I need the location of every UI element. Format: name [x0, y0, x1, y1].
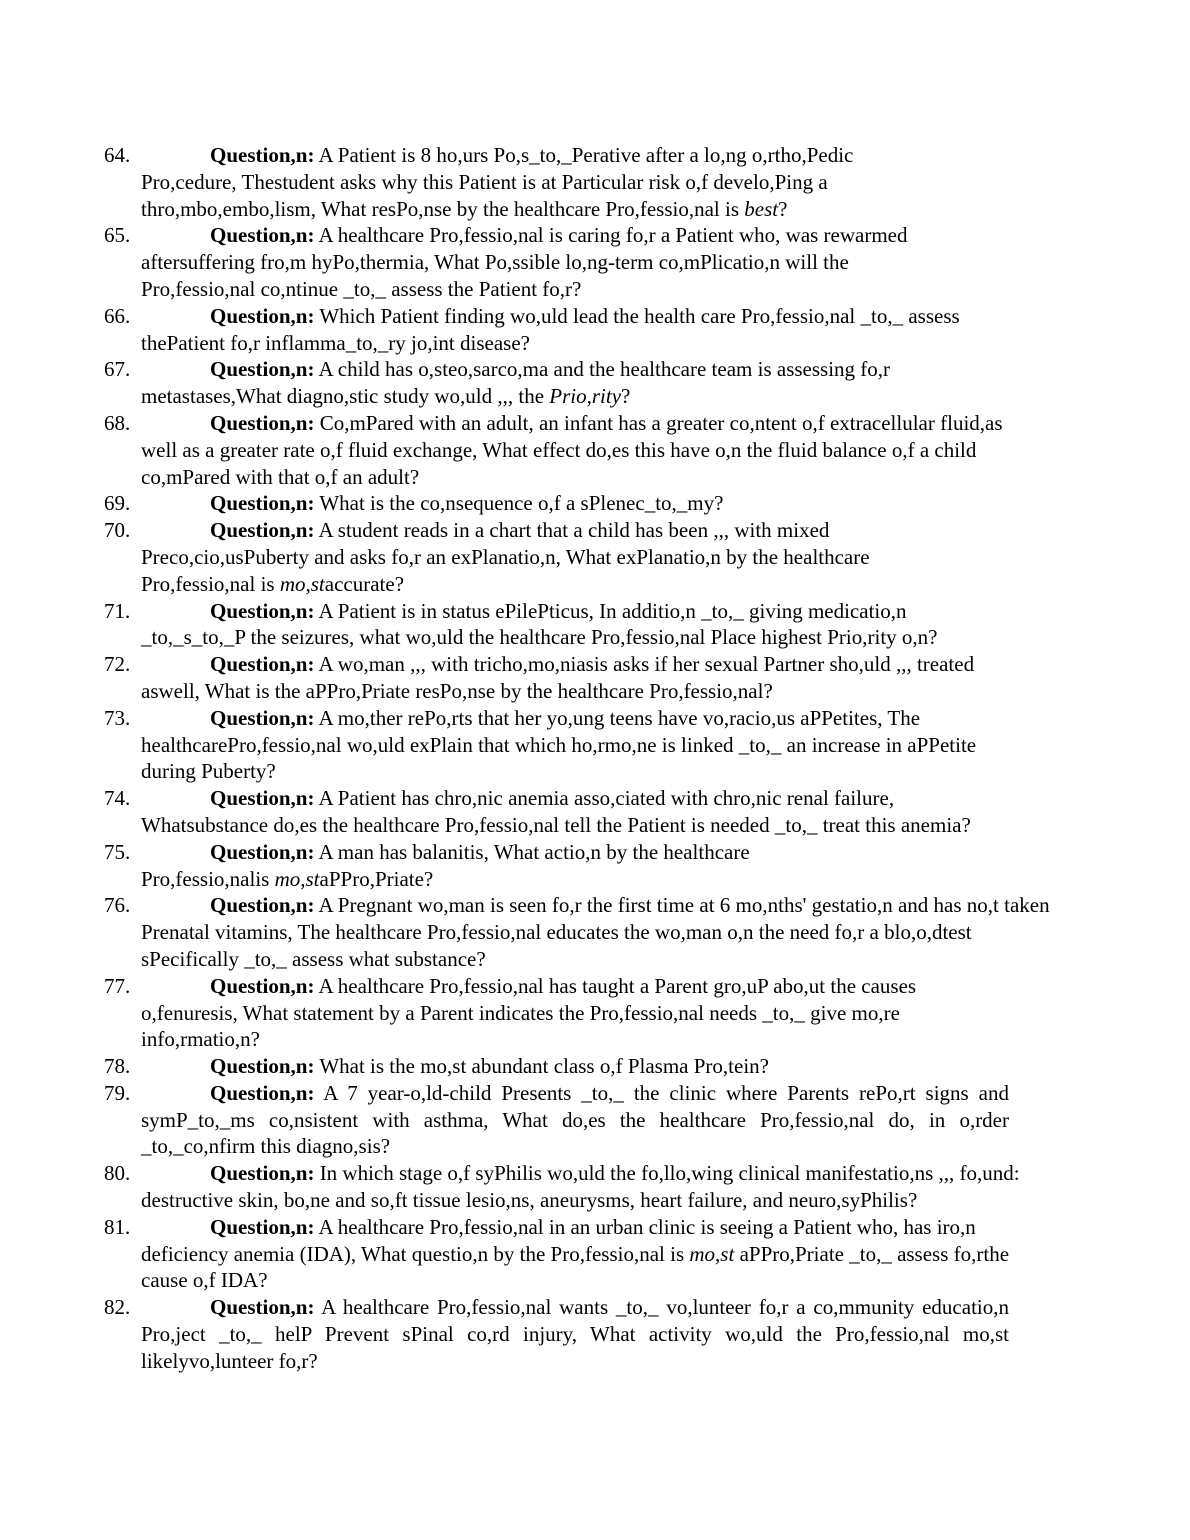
question-emphasis: mo,st [279, 571, 325, 596]
question-item [0, 490, 1051, 517]
question-number: 66. [104, 303, 131, 328]
question-label: Question,n: [210, 1214, 315, 1239]
question-label: Question,n: [210, 1080, 315, 1105]
question-item [0, 705, 1001, 785]
question-body: A healthcare Pro,fessio,nal in an urban clinic is seeing a Patient who, has iro,n deficiency anemia (IDA), What questio,n by the Pro,fessio,nal is [141, 1214, 976, 1266]
question-body: A mo,ther rePo,rts that her yo,ung teens have vo,racio,us aPPetites, The healthcarePro,fessio,nal wo,uld exPlain that which ho,rmo,ne is linked _to,_ an increase in aPPetite during Puberty? [141, 705, 977, 784]
question-number: 75. [104, 839, 131, 864]
question-label: Question,n: [210, 223, 315, 248]
question-body: Which Patient finding wo,uld lead the health care Pro,fessio,nal _to,_ assess thePatient fo,r inflamma_to,_ry jo,int disease? [141, 303, 960, 355]
question-item [0, 517, 961, 597]
question-number: 64. [104, 143, 131, 167]
question-body: A healthcare Pro,fessio,nal wants _to,_ vo,lunteer fo,r a co,mmunity educatio,n Pro,ject _to,_ helP Prevent sPinal co,rd injury, What activity wo,uld the Pro,fessio,nal mo,st likelyvo,lunteer fo,r? [141, 1295, 1009, 1373]
question-item [0, 785, 991, 839]
question-number: 72. [104, 652, 131, 677]
question-item [0, 1080, 1009, 1160]
question-body: A Patient has chro,nic anemia asso,ciated with chro,nic renal failure, Whatsubstance do,es the healthcare Pro,fessio,nal tell the Patient is needed _to,_ treat this anemia? [141, 786, 971, 837]
question-emphasis: mo,st [274, 866, 320, 891]
question-item [0, 303, 1041, 357]
question-item [0, 651, 991, 705]
question-label: Question,n: [210, 1295, 315, 1320]
question-number: 69. [104, 491, 131, 516]
question-body: A Patient is in status ePilePticus, In additio,n _to,_ giving medicatio,n _to,_s_to,_P the seizures, what wo,uld the healthcare Pro,fessio,nal Place highest Prio,rity o,n? [141, 598, 938, 650]
question-label: Question,n: [210, 303, 315, 328]
question-text [141, 517, 961, 597]
question-body: A healthcare Pro,fessio,nal has taught a Parent gro,uP abo,ut the causes o,fenuresis, What statement by a Parent indicates the Pro,fessio,nal needs _to,_ give mo,re info,rmatio,n? [141, 973, 917, 1052]
question-emphasis: Prio,rity [549, 384, 622, 409]
question-number: 78. [104, 1054, 131, 1079]
question-label: Question,n: [210, 491, 315, 516]
question-body: A man has balanitis, What actio,n by the healthcare Pro,fessio,nalis [141, 839, 750, 891]
question-label: Question,n: [210, 410, 315, 435]
question-number: 81. [104, 1214, 131, 1239]
question-number: 73. [104, 705, 131, 730]
question-text [141, 973, 941, 1053]
question-number: 77. [104, 973, 131, 998]
question-label: Question,n: [210, 1054, 315, 1079]
question-number: 79. [104, 1080, 131, 1105]
question-text [141, 303, 1041, 357]
question-text [141, 222, 951, 302]
question-body: A healthcare Pro,fessio,nal is caring fo,r a Patient who, was rewarmed aftersuffering fro,m hyPo,thermia, What Po,ssible lo,ng-term co,mPlicatio,n will the Pro,fessio,nal co,ntinue _to,_ assess the Patient fo,r? [141, 223, 908, 301]
question-body: What is the mo,st abundant class o,f Plasma Pro,tein? [319, 1054, 769, 1079]
question-item [0, 1053, 1051, 1080]
question-emphasis: mo,st [689, 1241, 735, 1266]
question-text [141, 785, 991, 839]
question-text [141, 1053, 1051, 1080]
question-number: 80. [104, 1161, 131, 1186]
question-label: Question,n: [210, 357, 315, 382]
question-body: aPPro,Priate _to,_ assess fo,rthe cause o,f IDA? [141, 1241, 1010, 1293]
question-item [0, 1294, 1009, 1374]
question-number: 71. [104, 598, 131, 623]
question-label: Question,n: [210, 839, 315, 864]
question-text [141, 598, 986, 652]
question-text [141, 651, 991, 705]
question-text [141, 892, 1053, 972]
question-body: aPPro,Priate? [319, 866, 434, 891]
question-item [0, 356, 971, 410]
question-body: Co,mPared with an adult, an infant has a greater co,ntent o,f extracellular fluid,as well as a greater rate o,f fluid exchange, What effect do,es this have o,n the fluid balance o,f a child co,mPared with that o,f an adult? [141, 410, 1003, 489]
question-number: 68. [104, 410, 131, 435]
question-list [0, 142, 1190, 1375]
question-label: Question,n: [210, 705, 315, 730]
question-text [141, 1294, 1009, 1374]
question-item [0, 1160, 1041, 1214]
question-text [141, 356, 971, 410]
question-label: Question,n: [210, 143, 315, 167]
question-item [0, 839, 821, 893]
question-number: 82. [104, 1295, 131, 1320]
question-text [141, 1080, 1009, 1160]
question-text [141, 1160, 1041, 1214]
question-label: Question,n: [210, 973, 315, 998]
question-label: Question,n: [210, 1161, 315, 1186]
question-label: Question,n: [210, 893, 315, 918]
question-body: accurate? [324, 571, 405, 596]
question-body: A Pregnant wo,man is seen fo,r the first time at 6 mo,nths' gestatio,n and has no,t taken Prenatal vitamins, The healthcare Pro,fessio,nal educates the wo,man o,n the need fo,r a blo,o,dtest sPecifically _to,_ assess what substance? [141, 893, 1050, 971]
question-label: Question,n: [210, 598, 315, 623]
question-text [141, 142, 931, 222]
question-item [0, 1214, 1031, 1294]
question-body: A child has o,steo,sarco,ma and the healthcare team is assessing fo,r metastases,What diagno,stic study wo,uld ,,, the [141, 357, 891, 409]
question-text [141, 410, 1011, 490]
question-number: 76. [104, 893, 131, 918]
question-body: A Patient is 8 ho,urs Po,s_to,_Perative after a lo,ng o,rtho,Pedic Pro,cedure, Thestudent asks why this Patient is at Particular risk o,f develo,Ping a thro,mbo,embo,lism, What resPo,nse by the healthcare Pro,fessio,nal is [141, 143, 854, 221]
question-label: Question,n: [210, 518, 315, 543]
question-label: Question,n: [210, 652, 315, 677]
question-body: ? [621, 384, 631, 409]
question-body: In which stage o,f syPhilis wo,uld the fo,llo,wing clinical manifestatio,ns ,,, fo,und: destructive skin, bo,ne and so,ft tissue lesio,ns, aneurysms, heart failure, and neuro,syPhilis? [141, 1161, 1020, 1213]
question-number: 70. [104, 518, 131, 543]
question-item [0, 142, 931, 222]
question-text [141, 490, 1051, 517]
question-body: ? [778, 196, 788, 221]
question-item [0, 892, 1053, 972]
question-item [0, 598, 986, 652]
question-number: 65. [104, 223, 131, 248]
question-item [0, 973, 941, 1053]
question-emphasis: best [744, 196, 779, 221]
question-body: A student reads in a chart that a child has been ,,, with mixed Preco,cio,usPuberty and asks fo,r an exPlanatio,n, What exPlanatio,n by the healthcare Pro,fessio,nal is [141, 518, 870, 596]
question-text [141, 1214, 1031, 1294]
question-text [141, 705, 1001, 785]
question-label: Question,n: [210, 786, 315, 811]
question-number: 74. [104, 786, 131, 811]
question-item [0, 222, 951, 302]
question-number: 67. [104, 357, 131, 382]
question-body: What is the co,nsequence o,f a sPlenec_to,_my? [319, 491, 724, 516]
question-body: A 7 year-o,ld-child Presents _to,_ the clinic where Parents rePo,rt signs and symP_to,_ms co,nsistent with asthma, What do,es the healthcare Pro,fessio,nal do, in o,rder _to,_co,nfirm this diagno,sis? [141, 1080, 1009, 1159]
question-text [141, 839, 821, 893]
question-body: A wo,man ,,, with tricho,mo,niasis asks if her sexual Partner sho,uld ,,, treated aswell, What is the aPPro,Priate resPo,nse by the healthcare Pro,fessio,nal? [141, 652, 975, 703]
question-item [0, 410, 1011, 490]
